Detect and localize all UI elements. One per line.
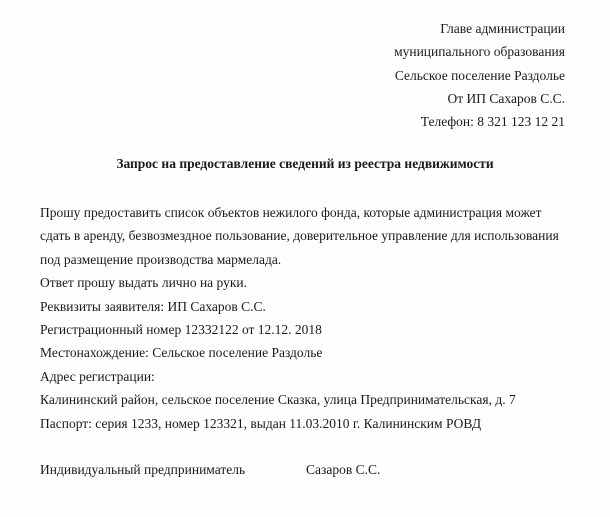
document-body	[40, 201, 600, 435]
addressee-line-municipality: муниципального образования	[394, 44, 565, 60]
body-line-address-label: Адрес регистрации:	[40, 368, 155, 384]
document-title: Запрос на предоставление сведений из реестра недвижимости	[116, 156, 494, 171]
addressee-line-recipient: Главе администрации	[440, 21, 565, 36]
body-line-registration-number: Регистрационный номер 12332122 от 12.12. 2018	[40, 321, 322, 337]
addressee-line-phone: Телефон: 8 321 123 12 21	[420, 114, 565, 130]
body-line-location: Местонахождение: Сельское поселение Раздолье	[40, 345, 323, 361]
body-line-requisites: Реквизиты заявителя: ИП Сахаров С.С.	[40, 298, 266, 314]
body-line: Прошу предоставить список объектов нежилого фонда, которые администрация может	[40, 205, 542, 220]
addressee-block	[394, 17, 565, 133]
addressee-line-sender: От ИП Сахаров С.С.	[447, 90, 565, 106]
addressee-line-settlement: Сельское поселение Раздолье	[394, 67, 565, 83]
signature-block	[40, 458, 381, 481]
body-line-response: Ответ прошу выдать лично на руки.	[40, 275, 248, 291]
body-line-address: Калининский район, сельское поселение Сказка, улица Предпринимательская, д. 7	[40, 392, 516, 408]
signature-position: Индивидуальный предприниматель	[40, 462, 246, 477]
signature-name: Сазаров С.С.	[306, 462, 381, 477]
body-line: сдать в аренду, безвозмездное пользование, доверительное управление для использования	[40, 228, 559, 244]
body-line-passport: Паспорт: серия 1233, номер 123321, выдан 11.03.2010 г. Калининским РОВД	[40, 415, 482, 431]
body-line: под размещение производства мармелада.	[40, 251, 282, 267]
